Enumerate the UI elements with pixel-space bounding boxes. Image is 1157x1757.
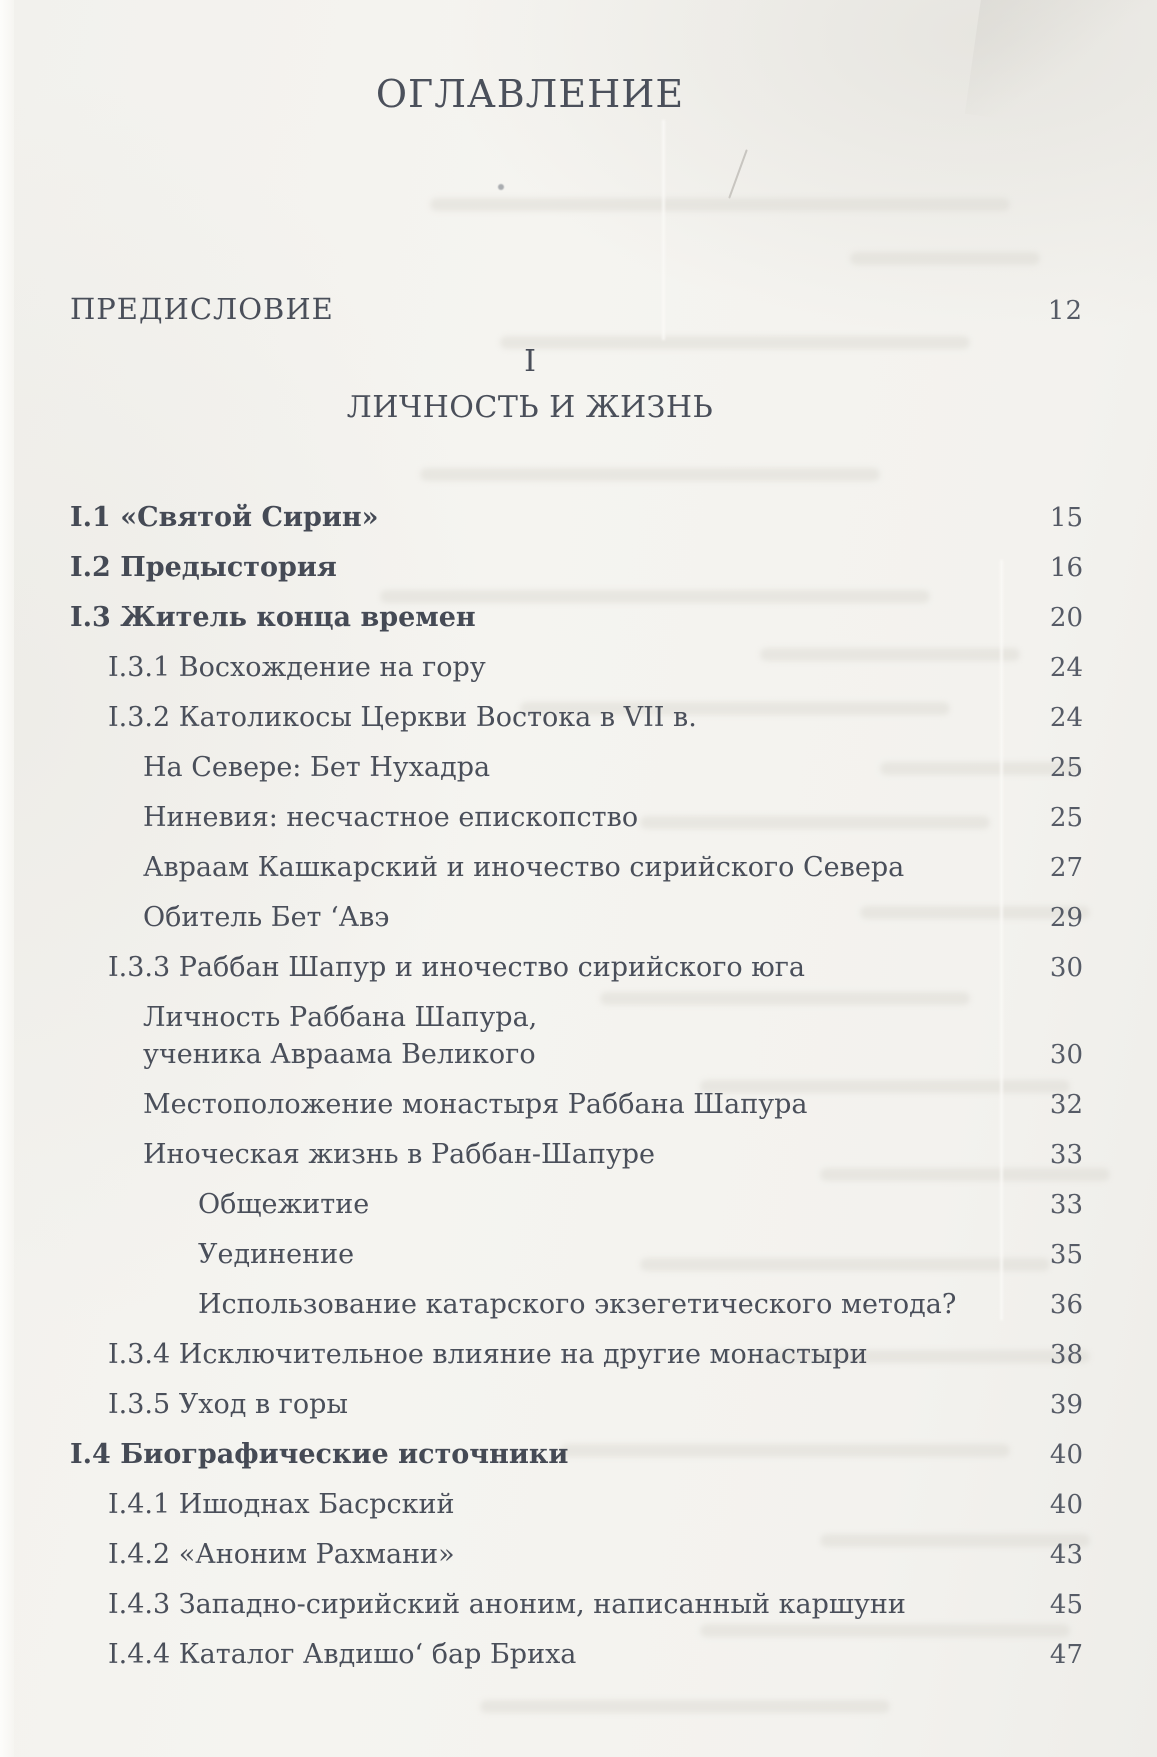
toc-entry [70, 704, 1083, 732]
bleed-through-smudge [430, 198, 1010, 211]
toc-entry-label: Авраам Кашкарский и иночество сирийского Севера [143, 852, 905, 883]
toc-entry [70, 1441, 1083, 1469]
toc-entry-label: Личность Раббана Шапура, [143, 1002, 538, 1033]
toc-entry-label: Использование катарского экзегетического метода? [198, 1289, 957, 1320]
toc-entry-page-number: 36 [1049, 1290, 1083, 1320]
toc-entry [70, 904, 1083, 932]
toc-entry [70, 804, 1083, 832]
toc-entry-label: Общежитие [198, 1189, 370, 1220]
toc-entry [70, 1191, 1083, 1219]
toc-entry-page-number: 20 [1049, 603, 1083, 633]
toc-entry [70, 954, 1083, 982]
toc-entry [70, 554, 1083, 582]
toc-entry-page-number: 32 [1049, 1090, 1083, 1120]
toc-entry-page-number: 29 [1049, 903, 1083, 933]
scan-scratch [728, 149, 748, 199]
toc-entry-label: Уединение [198, 1239, 355, 1270]
toc-entry [70, 504, 1083, 532]
page-corner-crease [965, 0, 1157, 144]
toc-entry [70, 1541, 1083, 1569]
toc-list [70, 504, 1083, 1669]
toc-entry-label: I.4.4 Каталог Авдишо‘ бар Бриха [108, 1639, 577, 1670]
toc-entry-page-number: 24 [1049, 653, 1083, 683]
toc-entry-label: ученика Авраама Великого [143, 1039, 536, 1070]
toc-entry [70, 1341, 1083, 1369]
part-title: ЛИЧНОСТЬ И ЖИЗНЬ [346, 390, 714, 425]
toc-entry-label: I.3.4 Исключительное влияние на другие монастыри [108, 1339, 868, 1370]
toc-entry [70, 1004, 1083, 1032]
toc-entry [70, 1041, 1083, 1069]
toc-entry [70, 654, 1083, 682]
toc-entry-page-number: 25 [1049, 753, 1083, 783]
toc-entry [70, 1641, 1083, 1669]
toc-entry-label: I.4.1 Ишоднах Басрский [108, 1489, 455, 1520]
toc-entry [70, 1291, 1083, 1319]
bleed-through-smudge [420, 468, 880, 481]
toc-entry-label: На Севере: Бет Нухадра [143, 752, 491, 783]
toc-entry-label: I.3.3 Раббан Шапур и иночество сирийского юга [108, 952, 806, 983]
toc-entry-page-number: 43 [1049, 1540, 1083, 1570]
toc-entry-label: I.3.5 Уход в горы [108, 1389, 348, 1420]
toc-entry-label: I.3.2 Католикосы Церкви Востока в VII в. [108, 702, 697, 733]
preface-page-number: 12 [1047, 296, 1083, 326]
toc-entry-label: I.3.1 Восхождение на гору [108, 652, 486, 683]
toc-entry [70, 854, 1083, 882]
toc-entry-label: I.3 Житель конца времен [70, 602, 476, 633]
toc-entry-page-number: 25 [1049, 803, 1083, 833]
toc-entry-label: I.4 Биографические источники [70, 1439, 569, 1470]
scanner-edge [0, 0, 14, 1757]
toc-entry-page-number: 30 [1049, 1040, 1083, 1070]
ink-speck [498, 184, 504, 190]
toc-entry-page-number: 15 [1049, 503, 1083, 533]
toc-entry-page-number: 16 [1049, 553, 1083, 583]
toc-entry [70, 1491, 1083, 1519]
toc-entry [70, 754, 1083, 782]
toc-entry [70, 1391, 1083, 1419]
toc-entry [70, 1241, 1083, 1269]
toc-entry-label: I.2 Предыстория [70, 552, 337, 583]
toc-entry-label: I.1 «Святой Сирин» [70, 502, 379, 533]
toc-entry [70, 1091, 1083, 1119]
preface-label: ПРЕДИСЛОВИЕ [70, 292, 334, 326]
toc-entry-label: Обитель Бет ‘Авэ [143, 902, 390, 933]
toc-entry [70, 1141, 1083, 1169]
toc-entry-label: Местоположение монастыря Раббана Шапура [143, 1089, 808, 1120]
toc-entry-page-number: 39 [1049, 1390, 1083, 1420]
toc-entry-page-number: 40 [1049, 1490, 1083, 1520]
page-title: ОГЛАВЛЕНИЕ [375, 72, 685, 116]
bleed-through-smudge [480, 1700, 890, 1713]
toc-entry-page-number: 40 [1049, 1440, 1083, 1470]
toc-entry-label: Иноческая жизнь в Раббан-Шапуре [143, 1139, 655, 1170]
toc-entry [70, 604, 1083, 632]
toc-entry [70, 1591, 1083, 1619]
toc-entry-label: I.4.3 Западно-сирийский аноним, написанный каршуни [108, 1589, 906, 1620]
bleed-through-smudge [850, 252, 1040, 265]
toc-entry-page-number: 33 [1049, 1190, 1083, 1220]
toc-entry-label: Ниневия: несчастное епископство [143, 802, 639, 833]
toc-entry-page-number: 33 [1049, 1140, 1083, 1170]
toc-entry-page-number: 27 [1049, 853, 1083, 883]
toc-entry-page-number: 47 [1049, 1640, 1083, 1670]
toc-entry-page-number: 38 [1049, 1340, 1083, 1370]
toc-entry-page-number: 35 [1049, 1240, 1083, 1270]
toc-entry-label: I.4.2 «Аноним Рахмани» [108, 1539, 455, 1570]
toc-entry-page-number: 30 [1049, 953, 1083, 983]
preface-row [70, 292, 1083, 326]
toc-entry-page-number: 24 [1049, 703, 1083, 733]
toc-entry-page-number: 45 [1049, 1590, 1083, 1620]
part-number: I [524, 344, 536, 379]
